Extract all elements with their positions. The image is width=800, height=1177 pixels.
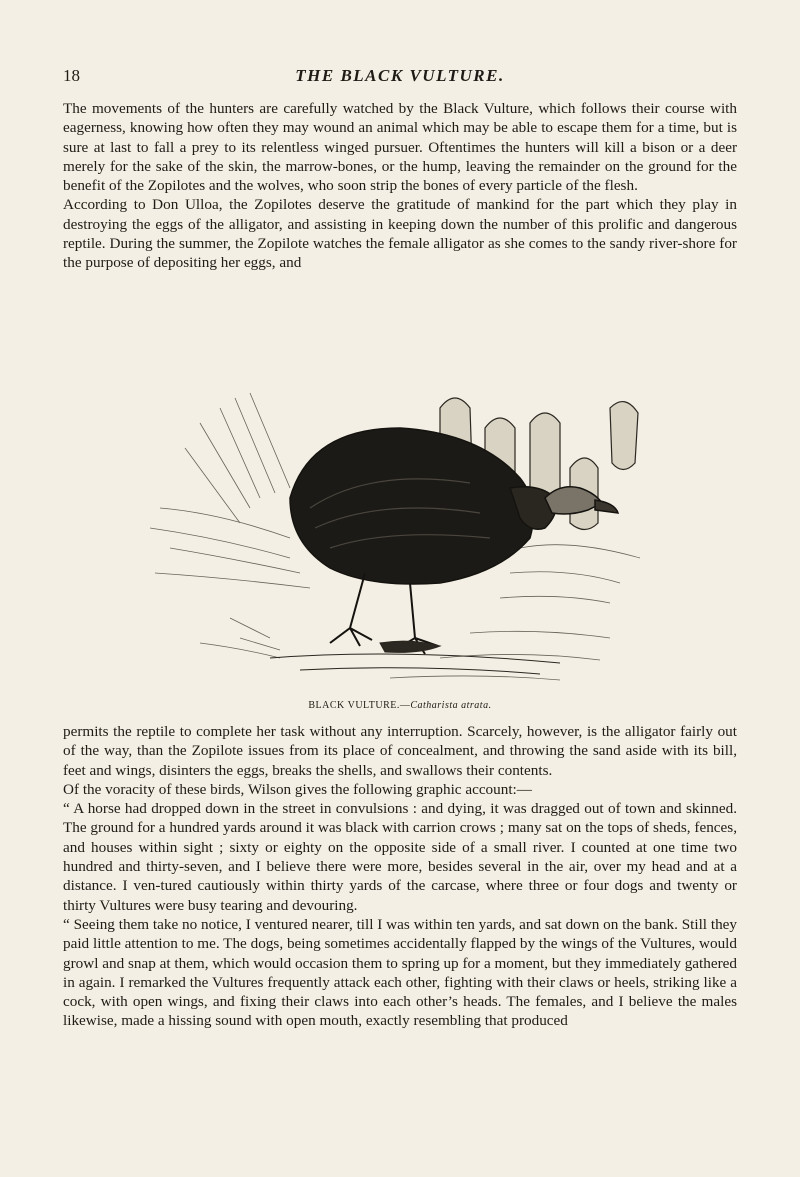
vulture-illustration: [140, 388, 665, 688]
running-title: THE BLACK VULTURE.: [295, 66, 505, 85]
text-block-bottom: [63, 722, 737, 1031]
page-number: 18: [63, 66, 80, 85]
paragraph: “ Seeing them take no notice, I ventured nearer, till I was within ten yards, and sat down on the bank. Still they paid little attention to me. The dogs, being sometimes accidentally flapped by the wings of the Vultures, would growl and snap at them, which would occasion them to spring up for a moment, but they immediately gathered in again. I remarked the Vultures frequently attack each other, fighting with their claws or heels, striking like a cock, with open wings, and fixing their claws into each other’s heads. The females, and I believe the males likewise, made a hissing sound with open mouth, exactly resembling that produced: [63, 915, 737, 1030]
paragraph: According to Don Ulloa, the Zopilotes deserve the gratitude of mankind for the part which they play in destroying the eggs of the alligator, and assisting in keeping down the number of this prolific and dangerous reptile. During the summer, the Zopilote watches the female alligator as she comes to the sandy river-shore for the purpose of depositing her eggs, and: [63, 196, 737, 272]
caption-latin: Catharista atrata.: [410, 700, 492, 711]
paragraph: permits the reptile to complete her task without any interruption. Scarcely, however, is the alligator fairly out of the way, than the Zopilote issues from its place of concealment, and throwing the sand aside with its bill, feet and wings, disinters the eggs, breaks the shells, and swallows their contents.: [63, 723, 737, 779]
paragraph: “ A horse had dropped down in the street in convulsions : and dying, it was dragged out of town and skinned. The ground for a hundred yards around it was black with carrion crows ; many sat on the tops of sheds, fences, and houses within sight ; sixty or eighty on the opposite side of a small river. I counted at one time two hundred and thirty-seven, and I believe there were more, besides several in the air, over my head and at a distance. I ven-tured cautiously within thirty yards of the carcase, where three or four dogs and twenty or thirty Vultures were busy tearing and devouring.: [63, 800, 737, 914]
figure-caption: [0, 700, 800, 711]
paragraph: Of the voracity of these birds, Wilson gives the following graphic account:—: [63, 780, 532, 798]
caption-main: BLACK VULTURE.—: [308, 700, 411, 711]
paragraph: The movements of the hunters are carefully watched by the Black Vulture, which follows their course with eagerness, knowing how often they may wound an animal which may be able to escape them for a time, but is sure at last to fall a prey to its relentless winged pursuer. Oftentimes the hunters will kill a bison or a deer merely for the sake of the skin, the marrow-bones, or the hump, leaving the remainder on the ground for the benefit of the Zopilotes and the wolves, who soon strip the bones of every particle of the flesh.: [63, 100, 737, 195]
text-block-top: [63, 99, 737, 273]
page-header: [63, 66, 737, 90]
